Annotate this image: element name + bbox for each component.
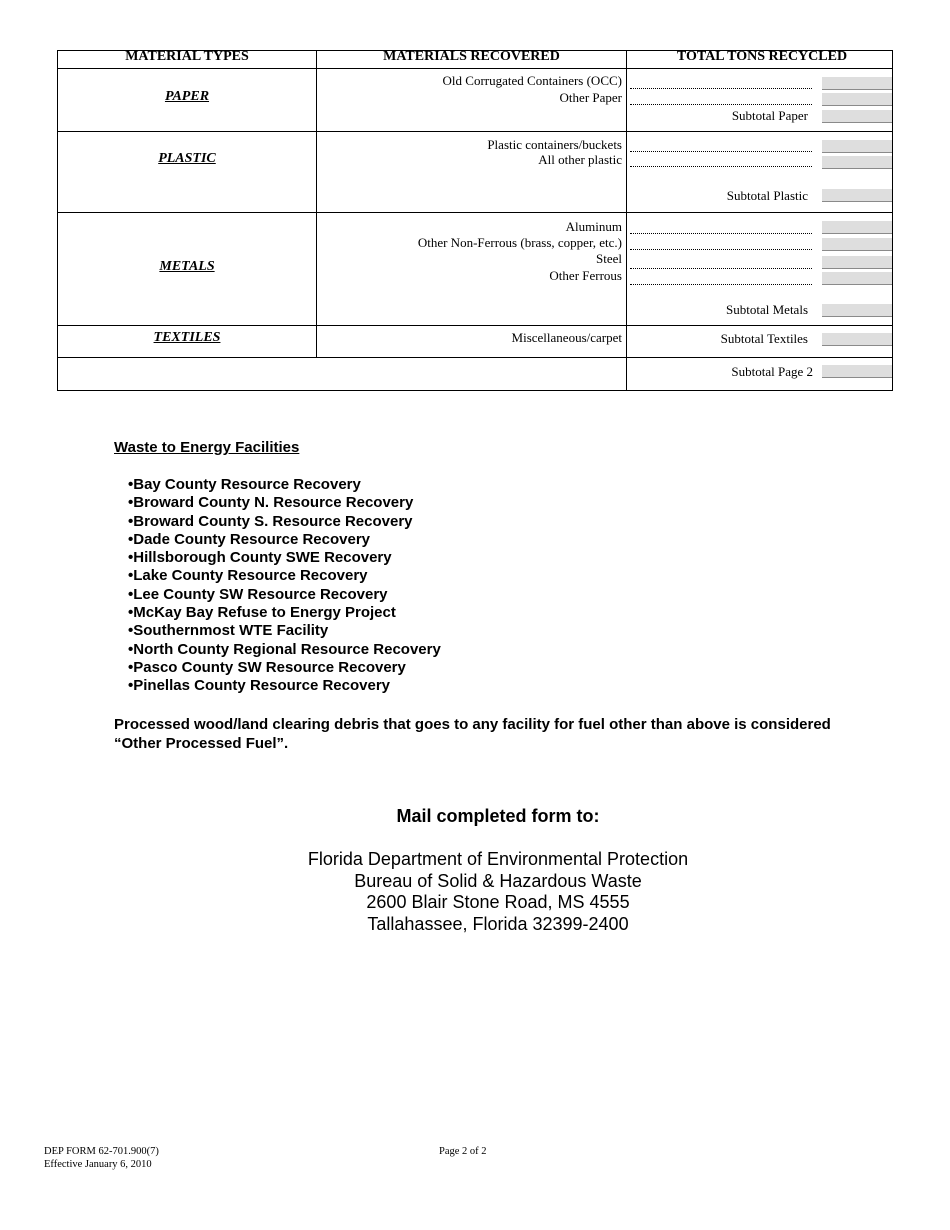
list-item: •North County Regional Resource Recovery (128, 640, 441, 658)
tons-field-other-plastic[interactable] (822, 156, 892, 169)
address-line: Bureau of Solid & Hazardous Waste (354, 870, 642, 891)
list-item: •Pasco County SW Resource Recovery (128, 658, 406, 676)
subtotal-paper-label: Subtotal Paper (731, 108, 808, 123)
leader-dots (630, 249, 812, 250)
address-line: Florida Department of Environmental Protection (307, 849, 689, 869)
header-total-tons: TOTAL TONS RECYCLED (676, 49, 848, 64)
mailing-address (0, 849, 950, 935)
address-line: 2600 Blair Stone Road, MS 4555 (366, 892, 630, 912)
material-other-paper: Other Paper (559, 90, 622, 105)
row-divider-plastic (57, 212, 893, 213)
list-item: •Southernmost WTE Facility (128, 622, 329, 640)
material-aluminum: Aluminum (565, 219, 622, 234)
list-item: •Bay County Resource Recovery (128, 476, 361, 493)
subtotal-plastic-field[interactable] (822, 189, 892, 202)
subtotal-metals-label: Subtotal Metals (726, 302, 808, 317)
column-divider-1 (316, 50, 317, 357)
leader-dots (630, 104, 812, 105)
subtotal-page-label: Subtotal Page 2 (731, 364, 813, 379)
list-item: •Pinellas County Resource Recovery (128, 677, 391, 695)
tons-field-non-ferrous[interactable] (822, 238, 892, 251)
row-divider-metals (57, 325, 893, 326)
row-divider-paper (57, 131, 893, 132)
list-item: •McKay Bay Refuse to Energy Project (128, 604, 396, 622)
leader-dots (630, 284, 812, 285)
footer-form-info (44, 1146, 159, 1171)
table-border-right (892, 50, 893, 390)
tons-field-steel[interactable] (822, 256, 892, 269)
list-item: •Broward County S. Resource Recovery (128, 512, 413, 530)
column-divider-2 (626, 50, 627, 390)
category-plastic: PLASTIC (158, 151, 216, 166)
list-item: •Lake County Resource Recovery (128, 567, 368, 585)
subtotal-plastic-label: Subtotal Plastic (726, 188, 808, 203)
category-paper: PAPER (164, 89, 210, 104)
subtotal-page-field[interactable] (822, 365, 892, 378)
list-item: •Dade County Resource Recovery (128, 530, 370, 548)
tons-field-other-paper[interactable] (822, 93, 892, 106)
category-metals: METALS (159, 259, 215, 274)
mail-title: Mail completed form to: (396, 806, 600, 826)
subtotal-textiles-label: Subtotal Textiles (720, 331, 808, 346)
header-divider (57, 68, 893, 69)
subtotal-textiles-field[interactable] (822, 333, 892, 346)
material-occ: Old Corrugated Containers (OCC) (442, 73, 622, 88)
material-plastic-containers: Plastic containers/buckets (487, 137, 622, 152)
material-non-ferrous: Other Non-Ferrous (brass, copper, etc.) (417, 235, 622, 250)
material-steel: Steel (596, 251, 622, 266)
waste-to-energy-title: Waste to Energy Facilities (114, 439, 300, 456)
list-item: •Hillsborough County SWE Recovery (128, 549, 392, 567)
list-item: •Broward County N. Resource Recovery (128, 494, 414, 512)
leader-dots (630, 151, 812, 152)
category-textiles: TEXTILES (153, 330, 221, 345)
leader-dots (630, 88, 812, 89)
material-other-ferrous: Other Ferrous (549, 268, 622, 283)
subtotal-paper-field[interactable] (822, 110, 892, 123)
leader-dots (630, 166, 812, 167)
tons-field-other-ferrous[interactable] (822, 272, 892, 285)
subtotal-metals-field[interactable] (822, 304, 892, 317)
material-other-plastic: All other plastic (538, 152, 622, 167)
table-border-bottom (57, 390, 893, 391)
tons-field-aluminum[interactable] (822, 221, 892, 234)
header-materials-recovered: MATERIALS RECOVERED (383, 49, 560, 64)
address-line: Tallahassee, Florida 32399-2400 (367, 913, 629, 934)
list-item: •Lee County SW Resource Recovery (128, 585, 388, 603)
row-divider-textiles (57, 357, 893, 358)
tons-field-occ[interactable] (822, 77, 892, 90)
page-number: Page 2 of 2 (439, 1146, 487, 1157)
form-number: DEP FORM 62-701.900(7) (44, 1146, 159, 1157)
facility-list (128, 476, 441, 696)
processed-fuel-note: Processed wood/land clearing debris that goes to any facility for fuel other than above is considered “Other Processed Fuel”. (114, 716, 831, 752)
tons-field-plastic-containers[interactable] (822, 140, 892, 153)
leader-dots (630, 233, 812, 234)
material-misc-carpet: Miscellaneous/carpet (511, 330, 622, 345)
header-material-types: MATERIAL TYPES (125, 49, 249, 64)
effective-date: Effective January 6, 2010 (44, 1158, 152, 1170)
leader-dots (630, 268, 812, 269)
